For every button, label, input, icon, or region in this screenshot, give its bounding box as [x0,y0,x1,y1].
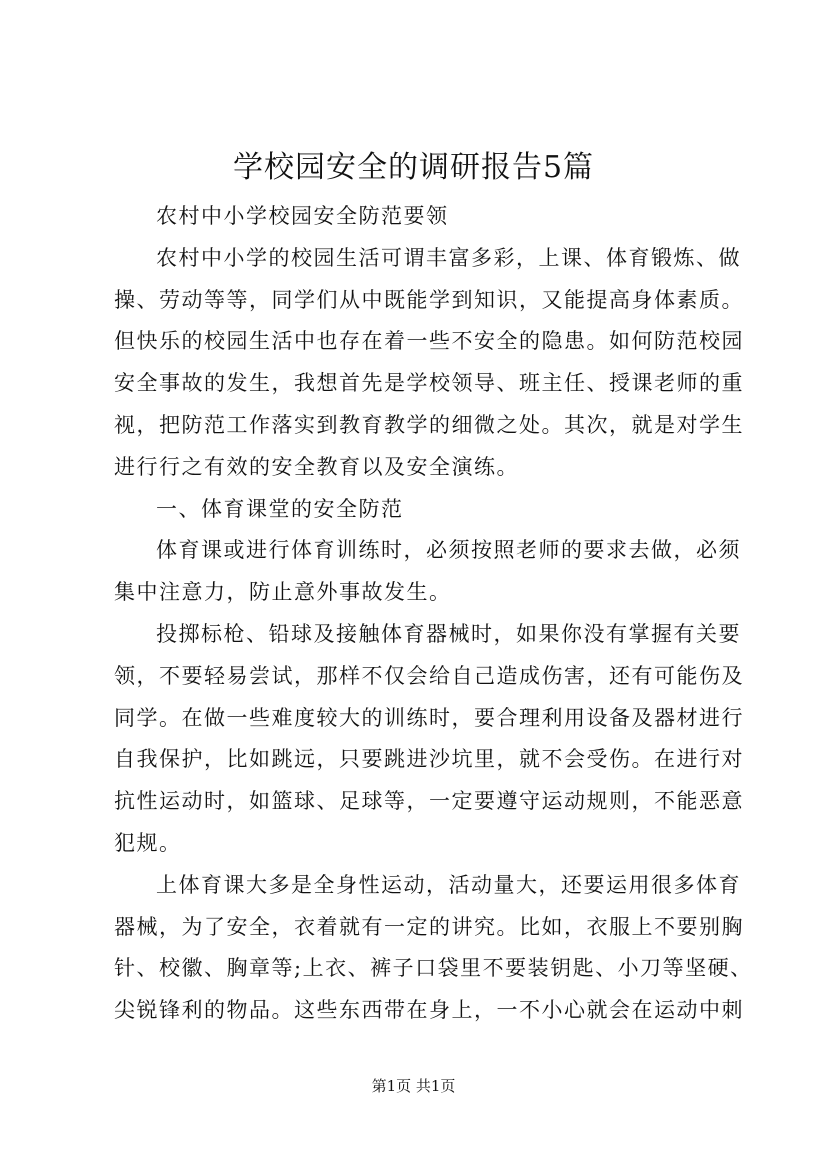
text-line: 安全事故的发生，我想首先是学校领导、班主任、授课老师的重 [114,371,744,396]
text-line: 进行行之有效的安全教育以及安全演练。 [114,454,519,479]
text-line: 领，不要轻易尝试，那样不仅会给自己造成伤害，还有可能伤及 [114,663,744,688]
text-line: 集中注意力，防止意外事故发生。 [114,580,452,605]
text-line: 尖锐锋利的物品。这些东西带在身上，一不小心就会在运动中刺 [114,998,744,1023]
text-line: 视，把防范工作落实到教育教学的细微之处。其次，就是对学生 [114,412,744,437]
text-line: 体育课或进行体育训练时，必须按照老师的要求去做，必须 [156,538,741,563]
text-line: 犯规。 [114,830,182,855]
text-line: 同学。在做一些难度较大的训练时，要合理利用设备及器材进行 [114,705,744,730]
document-title: 学校园安全的调研报告5篇 [232,150,595,185]
text-line: 投掷标枪、铅球及接触体育器械时，如果你没有掌握有关要 [156,621,741,646]
text-line: 自我保护，比如跳远，只要跳进沙坑里，就不会受伤。在进行对 [114,747,744,772]
text-line: 针、校徽、胸章等;上衣、裤子口袋里不要装钥匙、小刀等坚硬、 [114,956,753,981]
text-line: 一、体育课堂的安全防范 [156,496,404,521]
text-line: 抗性运动时，如篮球、足球等，一定要遵守运动规则，不能恶意 [114,789,744,814]
text-line: 农村中小学的校园生活可谓丰富多彩，上课、体育锻炼、做 [156,245,741,270]
text-line: 操、劳动等等，同学们从中既能学到知识，又能提高身体素质。 [114,287,744,312]
text-line: 农村中小学校园安全防范要领 [156,204,449,228]
document-body [114,196,753,1032]
text-line: 但快乐的校园生活中也存在着一些不安全的隐患。如何防范校园 [114,329,744,354]
text-line: 器械，为了安全，衣着就有一定的讲究。比如，衣服上不要别胸 [114,914,744,939]
page-footer: 第1页 共1页 [371,1077,456,1095]
text-line: 上体育课大多是全身性运动，活动量大，还要运用很多体育 [156,872,741,897]
